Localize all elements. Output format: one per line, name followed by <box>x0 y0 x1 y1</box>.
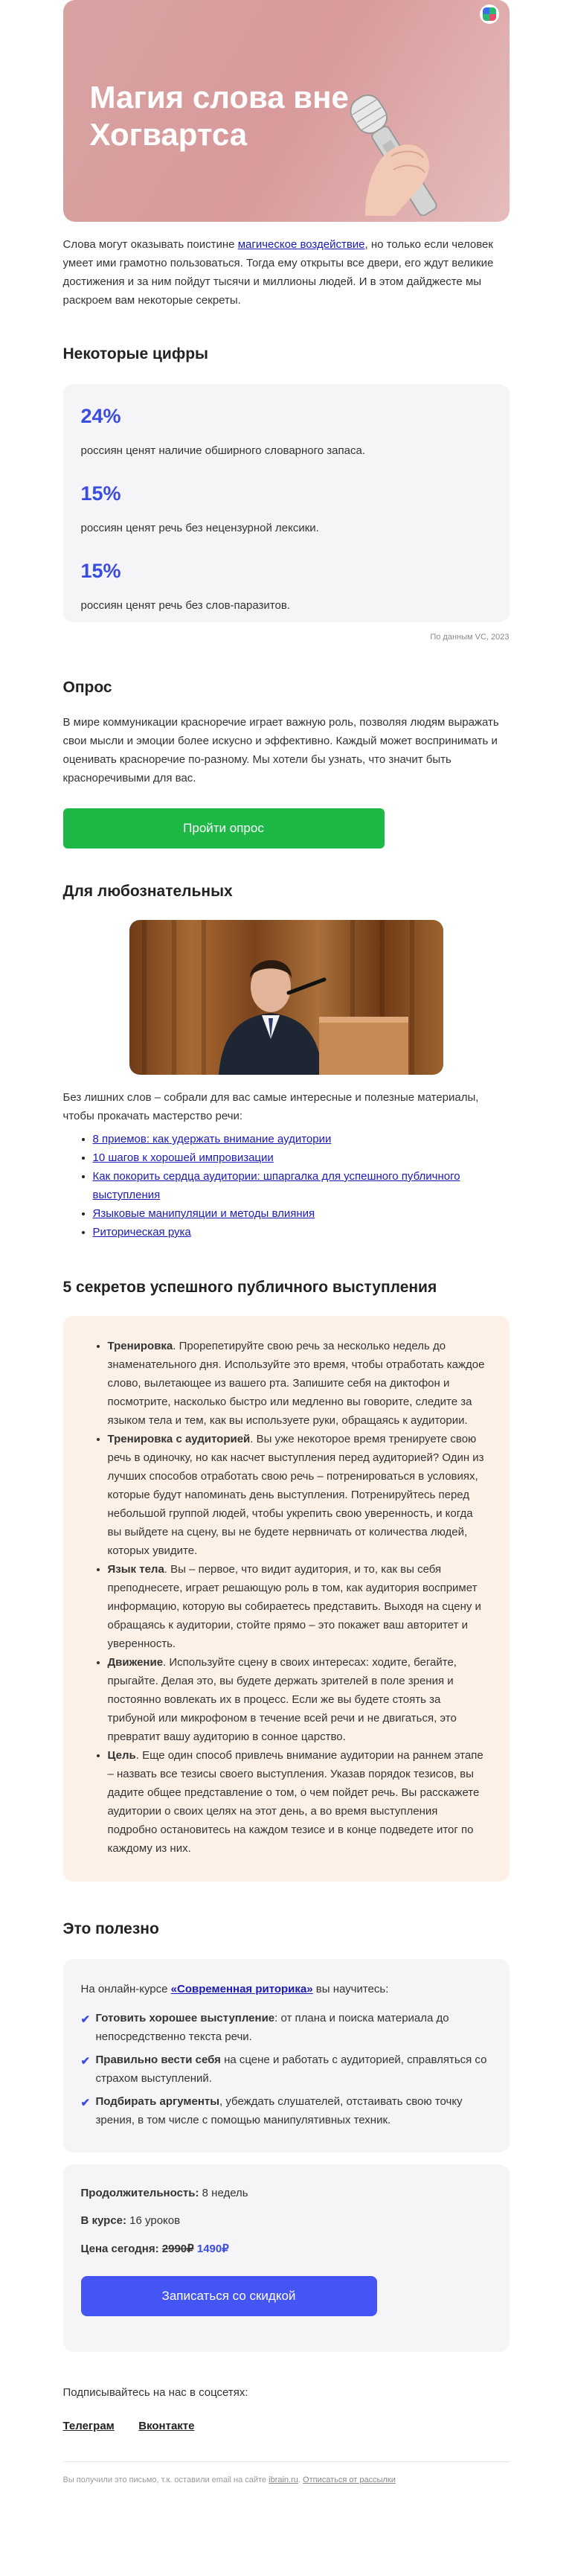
curious-text: Без лишних слов – собрали для вас самые интересные и полезные материалы, чтобы прокачать мастерство речи: <box>62 1091 479 1122</box>
list-item <box>108 1746 487 1858</box>
secret-text: . Вы уже некоторое время тренируете свою речь в одиночку, но как насчет выступления перед аудиторией? Один из лучших способов отработать свою речь – потренироваться в условиях, которые будут напоминать день выступления. Потренируйтесь перед небольшой группой людей, чтобы укрепить свою уверенность, и когда вы выйдете на сцену, вы не будете нервничать от количества людей, которых увидите. <box>107 1433 484 1557</box>
secret-title: Цель <box>107 1749 136 1762</box>
duration-value: 8 недель <box>199 2187 248 2199</box>
list-item <box>108 1430 487 1560</box>
course-intro-text-rest: вы научитесь: <box>312 1983 389 1995</box>
checkmark-icon: ✔ <box>80 2097 91 2109</box>
speaker-image <box>129 920 443 1075</box>
skill-text: на сцене и работать с аудиторией, справляться со страхом выступлений. <box>95 2054 487 2085</box>
unsub-sep: . <box>298 2476 303 2484</box>
enroll-discount-button[interactable]: Записаться со скидкой <box>81 2276 377 2316</box>
unsub-text: Вы получили это письмо, т.к. оставили email на сайте <box>62 2476 269 2484</box>
speaker-photo <box>129 920 443 1075</box>
skill-text: , убеждать слушателей, отстаивать свою точку зрения, в том числе с помощью манипулятивных техник. <box>95 2095 463 2126</box>
material-link[interactable]: Языковые манипуляции и методы влияния <box>92 1207 315 1220</box>
offer-card <box>63 2164 510 2352</box>
stat-value: 15% <box>80 560 121 582</box>
curious-heading: Для любознательных <box>62 883 233 900</box>
checkmark-icon: ✔ <box>80 2055 91 2068</box>
course-intro-text: На онлайн-курсе <box>80 1983 171 1995</box>
checkmark-icon: ✔ <box>80 2013 91 2026</box>
skill-item <box>81 2092 492 2129</box>
site-link[interactable]: ibrain.ru <box>269 2476 298 2484</box>
stat-item <box>81 482 492 534</box>
old-price: 2990₽ <box>161 2243 194 2255</box>
skill-text: : от плана и поиска материала до непосредственно текста речи. <box>95 2012 449 2043</box>
course-intro <box>81 1980 492 1998</box>
lessons-value: 16 уроков <box>126 2214 181 2227</box>
stats-source: По данным VC, 2023 <box>430 633 510 642</box>
take-survey-button[interactable]: Пройти опрос <box>63 808 385 848</box>
secret-title: Тренировка <box>107 1340 173 1352</box>
secret-text: . Вы – первое, что видит аудитория, и то, как вы себя преподнесете, играет решающую роль в том, как аудитория воспримет информацию, которую вы собираетесь представить. Выходя на сцену и обращаясь к аудитории, стойте прямо – это покажет ваш авторитет и уверенность. <box>107 1563 481 1650</box>
course-link[interactable]: «Современная риторика» <box>170 1983 313 1995</box>
secret-text: . Прорепетируйте свою речь за несколько недель до знаменательного дня. Используйте это время, чтобы отработать каждое слово, вылетающее из вашего рта. Запишите себя на диктофон и посмотрите, насколько быстро или медленно вы говорите, следите за языком тела и тем, как вы используете руки, обращаясь к аудитории. <box>107 1340 485 1427</box>
list-item <box>93 1204 510 1223</box>
lessons-row <box>81 2214 492 2227</box>
stat-text: россиян ценят наличие обширного словарного запаса. <box>80 444 365 457</box>
list-item <box>93 1130 510 1148</box>
secret-title: Движение <box>107 1656 164 1669</box>
secret-title: Язык тела <box>107 1563 164 1576</box>
skill-item <box>81 2009 492 2046</box>
price-label: Цена сегодня: <box>80 2243 159 2255</box>
material-link[interactable]: 8 приемов: как удержать внимание аудитории <box>92 1133 332 1145</box>
unsubscribe-link[interactable]: Отписаться от рассылки <box>303 2476 396 2484</box>
list-item <box>93 1148 510 1167</box>
material-link[interactable]: Как покорить сердца аудитории: шпаргалка для успешного публичного выступления <box>92 1170 460 1201</box>
telegram-link[interactable]: Телеграм <box>62 2420 115 2432</box>
skill-bold: Правильно вести себя <box>95 2054 221 2066</box>
stat-item <box>81 560 492 612</box>
secret-title: Тренировка с аудиторией <box>107 1433 251 1445</box>
list-item <box>108 1337 487 1430</box>
price-row <box>81 2242 492 2255</box>
duration-label: Продолжительность: <box>80 2187 199 2199</box>
material-link[interactable]: 10 шагов к хорошей импровизации <box>92 1151 274 1164</box>
hero-title: Магия слова вне Хогвартса <box>89 80 349 152</box>
lessons-label: В курсе: <box>80 2214 126 2227</box>
survey-heading: Опрос <box>62 679 112 696</box>
list-item <box>108 1560 487 1653</box>
skill-item <box>81 2051 492 2088</box>
intro-text-rest: , но только если человек умеет ими грамотно пользоваться. Тогда ему открыты все двери, его ждут великие достижения и за ним пойдут тысячи и миллионы людей. И в этом дайджесте мы раскроем вам некоторые секреты. <box>62 238 494 307</box>
hero-banner <box>63 0 510 222</box>
skillbox-logo-icon <box>480 4 499 24</box>
email-container <box>63 0 510 2484</box>
list-item <box>93 1167 510 1204</box>
skill-bold: Готовить хорошее выступление <box>95 2012 275 2024</box>
skill-bold: Подбирать аргументы <box>95 2095 220 2108</box>
magic-impact-link[interactable]: магическое воздействие <box>237 238 365 251</box>
stats-heading: Некоторые цифры <box>62 345 208 362</box>
material-link[interactable]: Риторическая рука <box>92 1226 191 1239</box>
secrets-card <box>63 1316 510 1882</box>
subscribe-text: Подписывайтесь на нас в соцсетях: <box>62 2386 248 2399</box>
microphone-hand-image <box>321 67 484 216</box>
secrets-heading: 5 секретов успешного публичного выступления <box>62 1279 437 1296</box>
secrets-list <box>90 1337 487 1858</box>
stat-text: россиян ценят речь без слов-паразитов. <box>80 599 290 612</box>
footer-divider <box>63 2461 510 2462</box>
stat-value: 15% <box>80 482 121 505</box>
duration-row <box>81 2187 492 2199</box>
stats-card <box>63 384 510 622</box>
social-links <box>63 2420 510 2433</box>
survey-text: В мире коммуникации красноречие играет важную роль, позволяя людям выражать свои мысли и эмоции более искусно и эффективно. Каждый может воспринимать и оценивать красноречие по-разному. Мы хотели бы узнать, что значит быть красноречивыми для вас. <box>62 716 499 784</box>
intro-text: Слова могут оказывать поистине <box>62 238 238 251</box>
intro-paragraph <box>63 235 510 310</box>
list-item <box>93 1223 510 1241</box>
materials-list <box>63 1130 510 1241</box>
secret-text: . Еще один способ привлечь внимание аудитории на раннем этапе – назвать все тезисы своего выступления. Указав порядок тезисов, вы дадите общее представление о том, о чем пойдет речь. Вы расскажете аудитории о своих целях на этот день, а во время выступления подробно остановитесь на каждом тезисе и в конце подведете итог по каждому из них. <box>107 1749 483 1855</box>
secret-text: . Используйте сцену в своих интересах: ходите, бегайте, прыгайте. Делая это, вы будете держать зрителей в поле зрения и постоянно вовлекать их в процесс. Если же вы будете стоять за трибуной или микрофоном в течение всей речи и не двигаться, это превратит вашу аудиторию в сонное царство. <box>107 1656 457 1743</box>
stat-value: 24% <box>80 405 121 427</box>
vkontakte-link[interactable]: Вконтакте <box>138 2420 195 2432</box>
list-item <box>108 1653 487 1746</box>
useful-heading: Это полезно <box>62 1920 159 1937</box>
unsubscribe-line <box>63 2476 510 2484</box>
stat-text: россиян ценят речь без нецензурной лексики. <box>80 522 319 534</box>
course-card <box>63 1959 510 2152</box>
stat-item <box>81 405 492 457</box>
new-price: 1490₽ <box>196 2243 229 2255</box>
